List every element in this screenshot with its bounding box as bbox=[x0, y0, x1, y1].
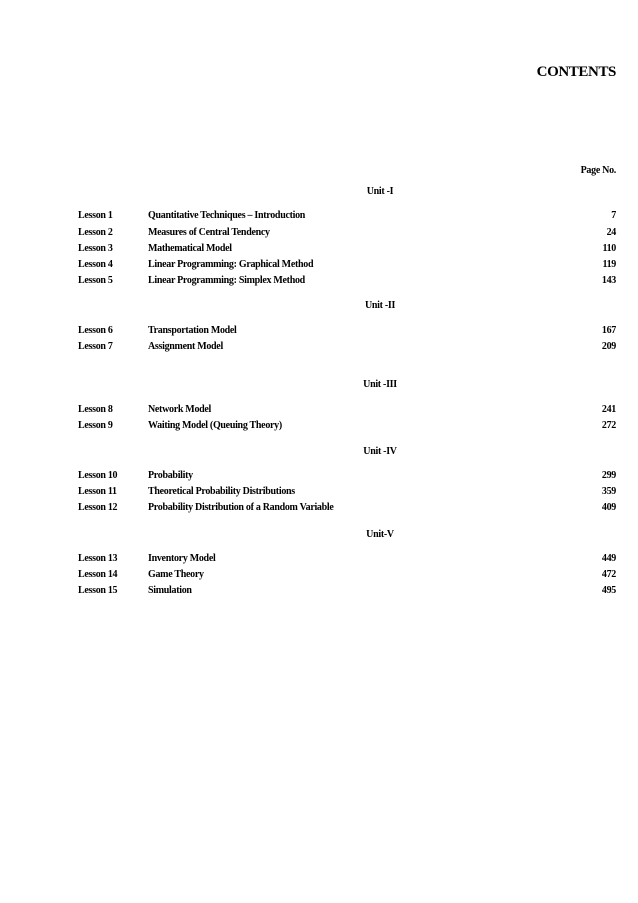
toc-row-lesson-6[interactable] bbox=[78, 325, 616, 341]
unit-heading-4: Unit -IV bbox=[363, 446, 397, 457]
lesson-number: Lesson 9 bbox=[78, 420, 113, 431]
lesson-title: Mathematical Model bbox=[148, 243, 232, 254]
lesson-title: Inventory Model bbox=[148, 553, 216, 564]
lesson-number: Lesson 1 bbox=[78, 210, 113, 221]
lesson-title: Network Model bbox=[148, 404, 212, 415]
toc-row-lesson-10[interactable] bbox=[78, 470, 616, 486]
lesson-number: Lesson 5 bbox=[78, 275, 113, 286]
unit-heading-2: Unit -II bbox=[364, 300, 396, 311]
toc-row-lesson-15[interactable] bbox=[78, 585, 616, 601]
lesson-page-number: 24 bbox=[606, 227, 616, 238]
lesson-title: Linear Programming: Simplex Method bbox=[148, 275, 305, 286]
lesson-number: Lesson 7 bbox=[78, 341, 113, 352]
lesson-title: Game Theory bbox=[148, 569, 204, 580]
lesson-page-number: 495 bbox=[601, 585, 616, 596]
lesson-page-number: 209 bbox=[601, 341, 616, 352]
lesson-number: Lesson 10 bbox=[78, 470, 118, 481]
toc-row-lesson-2[interactable] bbox=[78, 227, 616, 243]
lesson-title: Quantitative Techniques – Introduction bbox=[148, 210, 306, 221]
lesson-title: Linear Programming: Graphical Method bbox=[148, 259, 314, 270]
lesson-page-number: 143 bbox=[601, 275, 616, 286]
lesson-title: Probability bbox=[148, 470, 193, 481]
lesson-page-number: 241 bbox=[601, 404, 616, 415]
lesson-title: Waiting Model (Queuing Theory) bbox=[148, 420, 282, 431]
toc-row-lesson-13[interactable] bbox=[78, 553, 616, 569]
page-no-column-header: Page No. bbox=[580, 165, 616, 176]
lesson-page-number: 272 bbox=[601, 420, 616, 431]
lesson-title: Transportation Model bbox=[148, 325, 237, 336]
toc-row-lesson-5[interactable] bbox=[78, 275, 616, 291]
lesson-number: Lesson 4 bbox=[78, 259, 113, 270]
toc-row-lesson-8[interactable] bbox=[78, 404, 616, 420]
lesson-page-number: 119 bbox=[602, 259, 616, 270]
toc-row-lesson-12[interactable] bbox=[78, 502, 616, 518]
lesson-title: Measures of Central Tendency bbox=[148, 227, 270, 238]
toc-row-lesson-1[interactable] bbox=[78, 210, 616, 226]
lesson-page-number: 409 bbox=[601, 502, 616, 513]
toc-row-lesson-4[interactable] bbox=[78, 259, 616, 275]
lesson-number: Lesson 8 bbox=[78, 404, 113, 415]
toc-row-lesson-14[interactable] bbox=[78, 569, 616, 585]
lesson-page-number: 167 bbox=[601, 325, 616, 336]
toc-row-lesson-11[interactable] bbox=[78, 486, 616, 502]
lesson-title: Simulation bbox=[148, 585, 192, 596]
unit-heading-5: Unit-V bbox=[366, 529, 394, 540]
lesson-title: Probability Distribution of a Random Variable bbox=[148, 502, 334, 513]
lesson-page-number: 110 bbox=[602, 243, 616, 254]
lesson-number: Lesson 12 bbox=[78, 502, 118, 513]
lesson-page-number: 472 bbox=[601, 569, 616, 580]
unit-heading-3: Unit -III bbox=[363, 379, 397, 390]
unit-heading-1: Unit -I bbox=[366, 186, 394, 197]
toc-row-lesson-7[interactable] bbox=[78, 341, 616, 357]
lesson-number: Lesson 3 bbox=[78, 243, 113, 254]
lesson-number: Lesson 15 bbox=[78, 585, 118, 596]
lesson-title: Theoretical Probability Distributions bbox=[148, 486, 295, 497]
toc-row-lesson-3[interactable] bbox=[78, 243, 616, 259]
lesson-page-number: 299 bbox=[601, 470, 616, 481]
lesson-number: Lesson 11 bbox=[78, 486, 117, 497]
lesson-number: Lesson 13 bbox=[78, 553, 118, 564]
lesson-title: Assignment Model bbox=[148, 341, 223, 352]
lesson-page-number: 7 bbox=[611, 210, 616, 221]
page-title: CONTENTS bbox=[536, 64, 616, 80]
lesson-number: Lesson 6 bbox=[78, 325, 113, 336]
lesson-page-number: 449 bbox=[601, 553, 616, 564]
lesson-number: Lesson 14 bbox=[78, 569, 118, 580]
lesson-page-number: 359 bbox=[601, 486, 616, 497]
toc-row-lesson-9[interactable] bbox=[78, 420, 616, 436]
lesson-number: Lesson 2 bbox=[78, 227, 113, 238]
